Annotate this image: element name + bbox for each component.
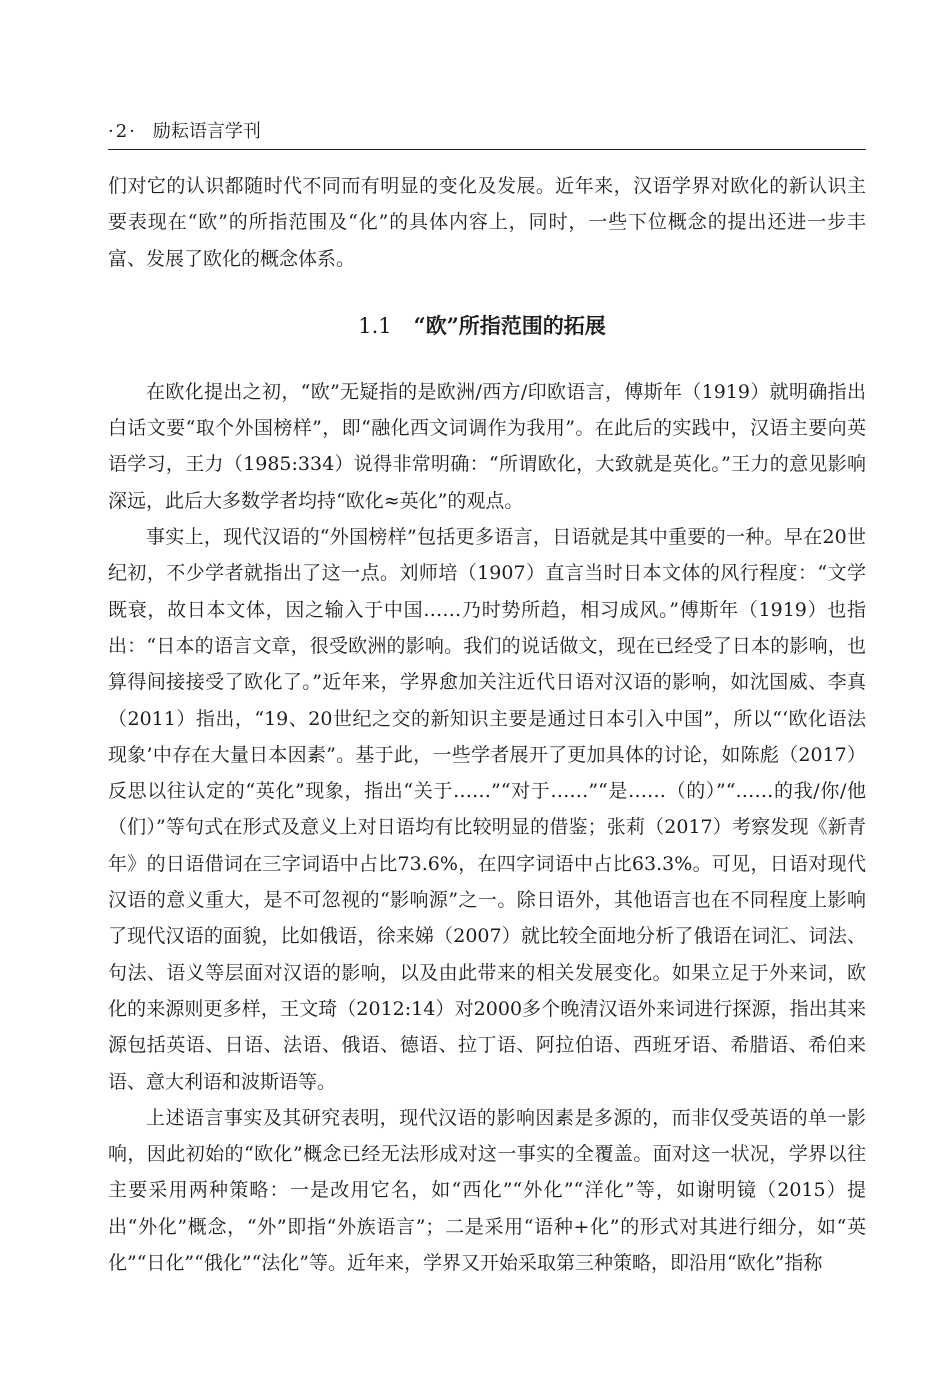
header-rule xyxy=(108,149,866,150)
section-number: 1.1 xyxy=(358,313,392,338)
article-body xyxy=(108,168,866,1281)
paragraph: 事实上，现代汉语的“外国榜样”包括更多语言，日语就是其中重要的一种。早在20世纪初，不少学者就指出了这一点。刘师培（1907）直言当时日本文体的风行程度：“文学既衰，故日本文体，因之输入于中国……乃时势所趋，相习成风。”傅斯年（1919）也指出：“日本的语言文章，很受欧洲的影响。我们的说话做文，现在已经受了日本的影响，也算得间接接受了欧化了。”近年来，学界愈加关注近代日语对汉语的影响，如沈国威、李真（2011）指出，“19、20世纪之交的新知识主要是通过日本引入中国”，所以“‘欧化语法现象’中存在大量日本因素”。基于此，一些学者展开了更加具体的讨论，如陈彪（2017）反思以往认定的“英化”现象，指出“关于……”“对于……”“是……（的）”“……的我/你/他（们）”等句式在形式及意义上对日语均有比较明显的借鉴；张莉（2017）考察发现《新青年》的日语借词在三字词语中占比73.6%，在四字词语中占比63.3%。可见，日语对现代汉语的意义重大，是不可忽视的“影响源”之一。除日语外，其他语言也在不同程度上影响了现代汉语的面貌，比如俄语，徐来娣（2007）就比较全面地分析了俄语在词汇、词法、句法、语义等层面对汉语的影响，以及由此带来的相关发展变化。如果立足于外来词，欧化的来源则更多样，王文琦（2012:14）对2000多个晚清汉语外来词进行探源，指出其来源包括英语、日语、法语、俄语、德语、拉丁语、阿拉伯语、西班牙语、希腊语、希伯来语、意大利语和波斯语等。 xyxy=(108,526,866,1093)
running-header xyxy=(108,116,866,148)
paragraph-continued: 们对它的认识都随时代不同而有明显的变化及发展。近年来，汉语学界对欧化的新认识主要表现在“欧”的所指范围及“化”的具体内容上，同时，一些下位概念的提出还进一步丰富、发展了欧化的概念体系。 xyxy=(108,175,866,270)
section-heading xyxy=(108,277,866,374)
section-title: “欧”所指范围的拓展 xyxy=(413,312,606,338)
paragraph: 上述语言事实及其研究表明，现代汉语的影响因素是多源的，而非仅受英语的单一影响，因此初始的“欧化”概念已经无法形成对这一事实的全覆盖。面对这一状况，学界以往主要采用两种策略：一是改用它名，如“西化”“外化”“洋化”等，如谢明镜（2015）提出“外化”概念，“外”即指“外族语言”；二是采用“语种+化”的形式对其进行细分，如“英化”“日化”“俄化”“法化”等。近年来，学界又开始采取第三种策略，即沿用“欧化”指称 xyxy=(108,1106,866,1275)
journal-title: 励耘语言学刊 xyxy=(152,121,261,142)
paragraph: 在欧化提出之初，“欧”无疑指的是欧洲/西方/印欧语言，傅斯年（1919）就明确指出白话文要“取个外国榜样”，即“融化西文词调作为我用”。在此后的实践中，汉语主要向英语学习，王力（1985:334）说得非常明确：“所谓欧化，大致就是英化。”王力的意见影响深远，此后大多数学者均持“欧化≈英化”的观点。 xyxy=(108,380,866,512)
page-number: ·2· xyxy=(108,121,137,142)
